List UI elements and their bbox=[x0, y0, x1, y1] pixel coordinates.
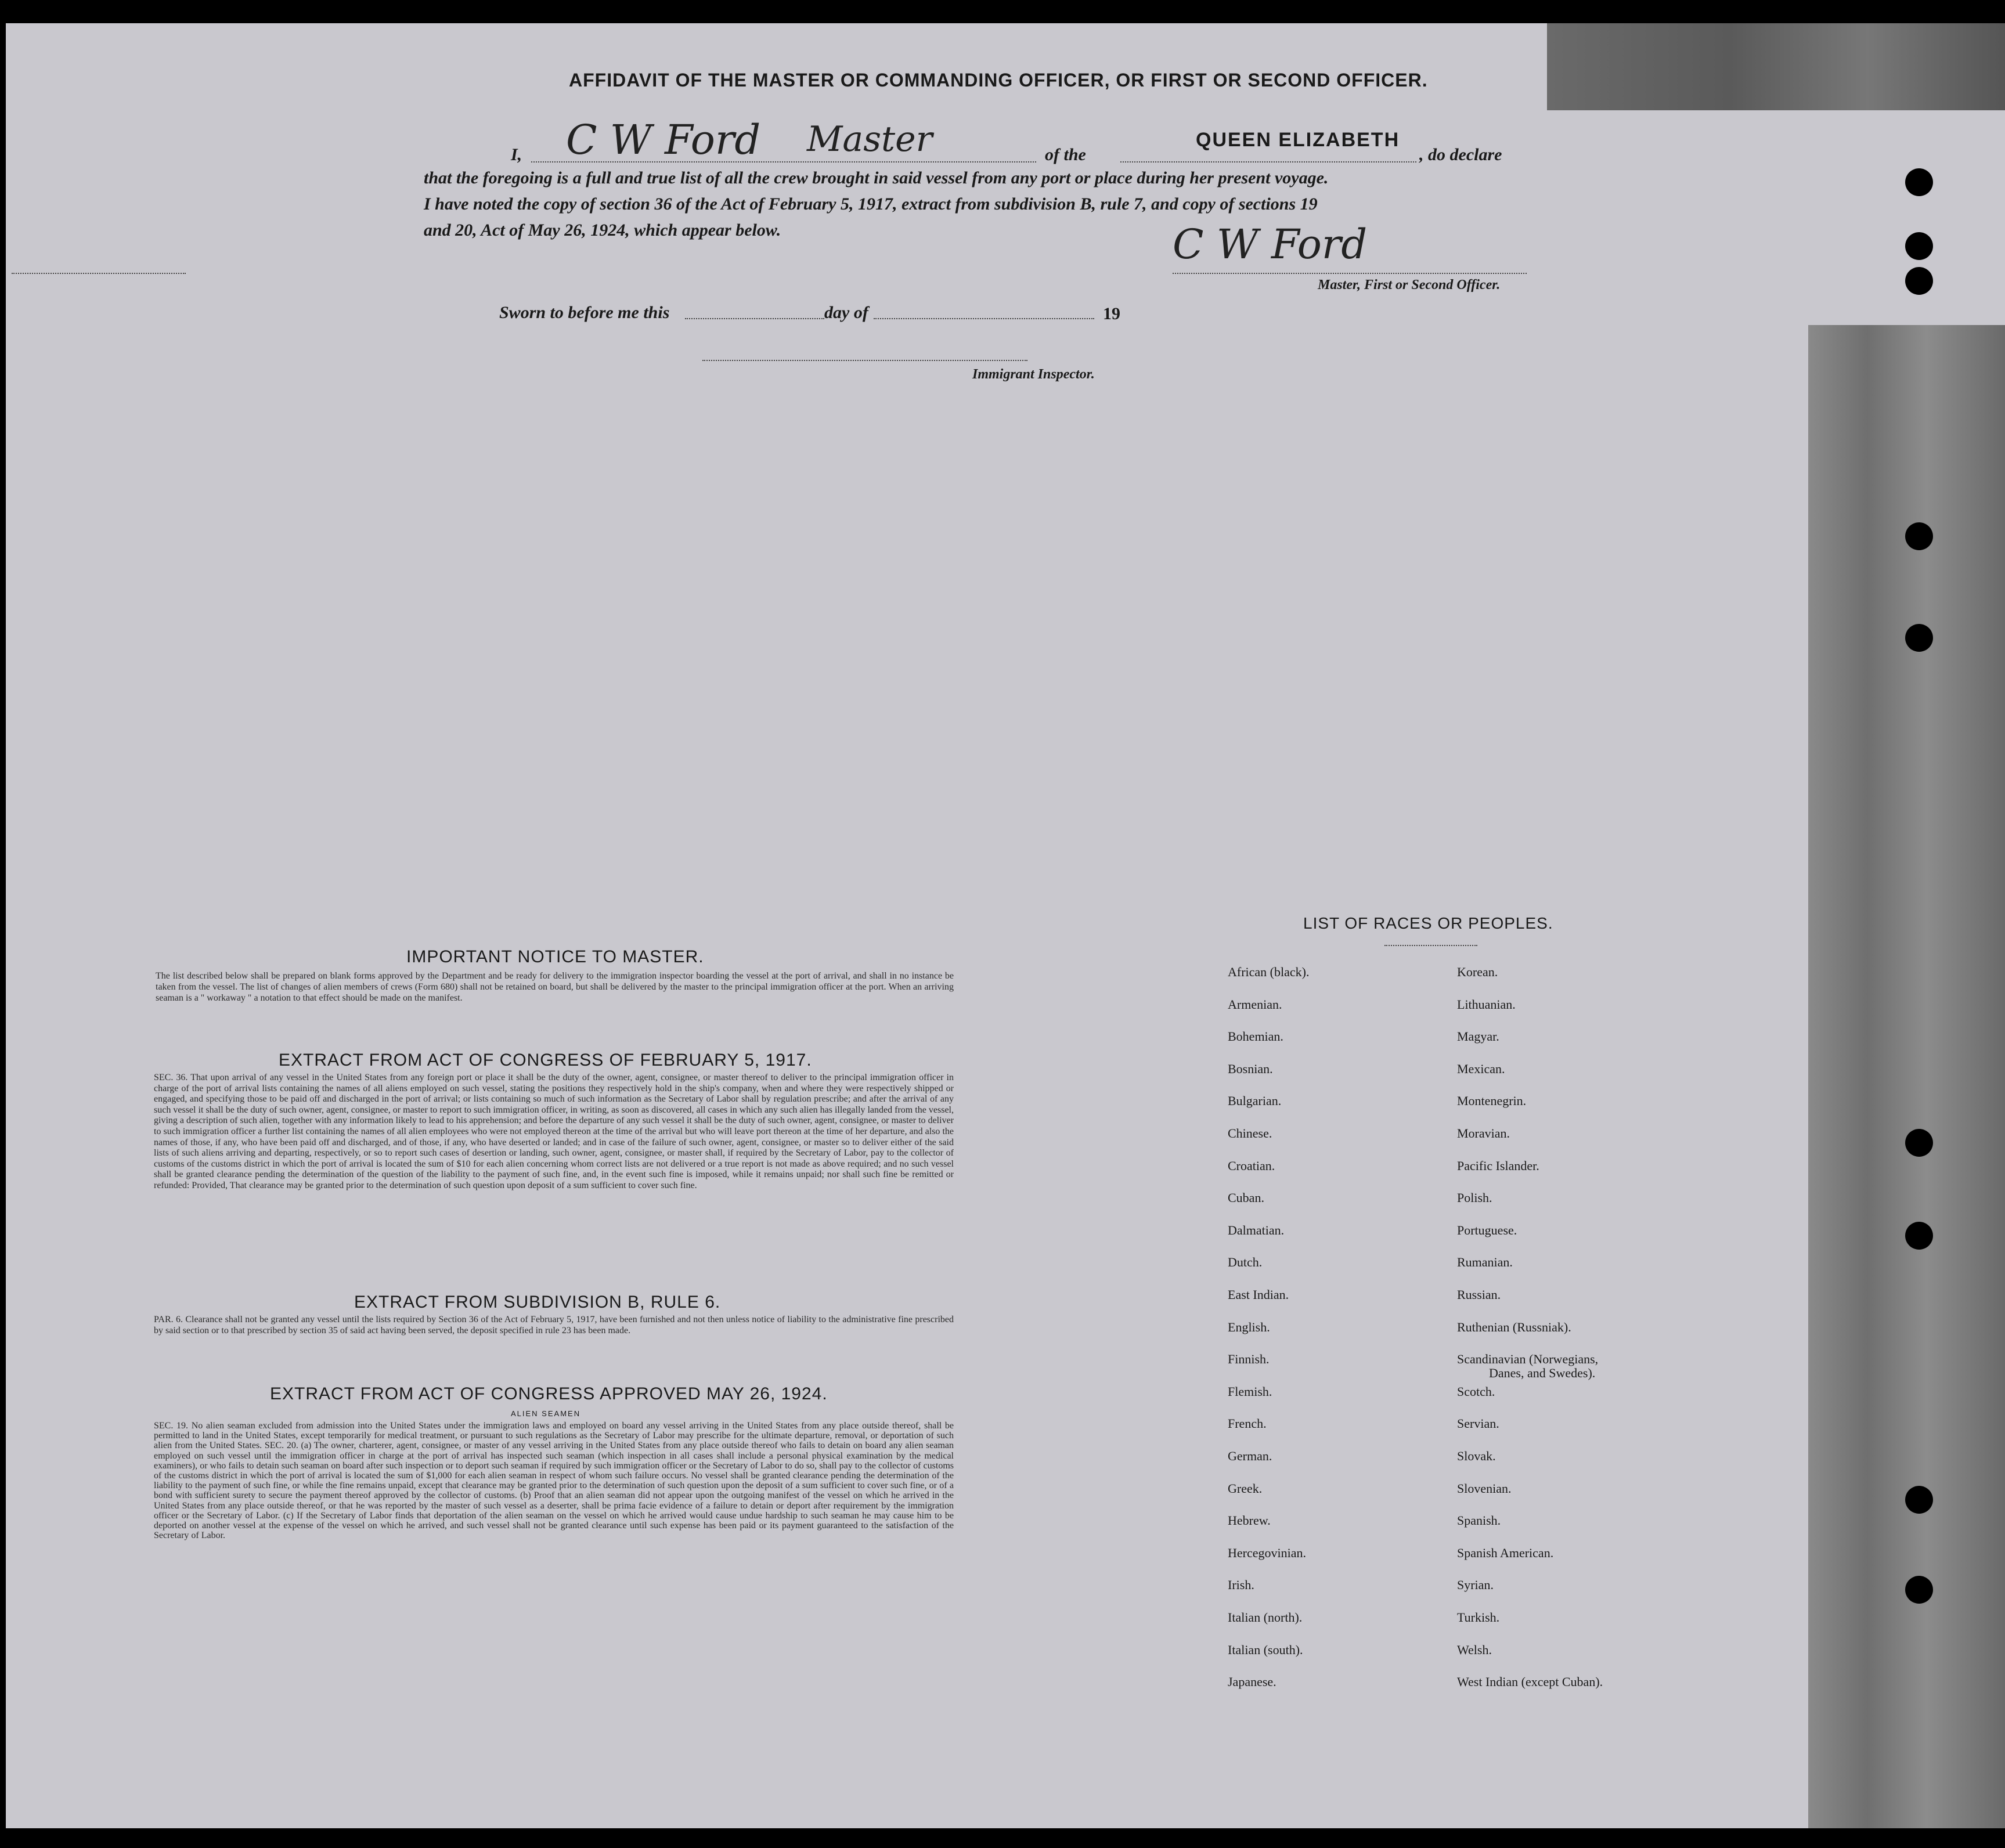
notice-title: IMPORTANT NOTICE TO MASTER. bbox=[406, 947, 704, 966]
race-item: Bulgarian. bbox=[1228, 1093, 1282, 1108]
race-item: Pacific Islander. bbox=[1457, 1158, 1539, 1173]
race-item: Servian. bbox=[1457, 1416, 1499, 1431]
races-title-underline bbox=[1384, 945, 1477, 946]
race-item: German. bbox=[1228, 1449, 1272, 1463]
of-the-label: of the bbox=[1045, 145, 1086, 164]
race-item: Rumanian. bbox=[1457, 1255, 1513, 1269]
race-item: Cuban. bbox=[1228, 1190, 1264, 1205]
inspector-caption: Immigrant Inspector. bbox=[972, 367, 1095, 382]
race-item: Bohemian. bbox=[1228, 1029, 1283, 1044]
extract-1917-text: SEC. 36. That upon arrival of any vessel in the United States from any foreign port or place it shall be the duty of the owner, agent, consignee, or master thereof to deliver to the principal immigration officer in charge of the port of arrival lists containing the names of all aliens employed on such vessel, stating the positions they respectively hold in the ship's company, when and where they were respectively shipped or engaged, and specifying those to be paid off and discharged in the port of arrival; or lists containing so much of such information as the Secretary of Labor shall by regulation prescribe; and after the arrival of any such vessel it shall be the duty of such owner, agent, consignee, or master to report to such immigration officer, in writing, as soon as discovered, all cases in which any such alien has illegally landed from the vessel, giving a description of such alien, together with any information likely to lead to his apprehension; and before the departure of any such vessel it shall be the duty of such owner, agent, consignee, or master to deliver to such immigration officer a further list containing the names of all alien employees who were not employed thereon at the time of the arrival but who will leave port thereon at the time of her departure, and also the names of those, if any, who have been paid off and discharged, and of those, if any, who have deserted or landed; and in case of the failure of such owner, agent, consignee, or master so to deliver either of the said lists of such aliens arriving and departing, respectively, or so to report such cases of desertion or landing, such owner, agent, consignee, or master shall, if required by the Secretary of Labor, pay to the collector of customs of the customs district in which the port of arrival is located the sum of $10 for each alien concerning whom correct lists are not delivered or a true report is not made as above required; and no such vessel shall be granted clearance pending the determination of the question of the liability to the payment of such fine, and, in the event such fine is imposed, while it remains unpaid; nor shall such fine be remitted or refunded: Provided, That clearance may be granted prior to the determination of such question upon deposit of a sum sufficient to cover such fine. bbox=[154, 1073, 954, 1190]
signature-caption: Master, First or Second Officer. bbox=[1318, 277, 1501, 293]
handwritten-name: C W Ford bbox=[566, 116, 761, 164]
punch-hole bbox=[1905, 624, 1933, 652]
race-item: Greek. bbox=[1228, 1481, 1263, 1496]
race-item: Mexican. bbox=[1457, 1062, 1505, 1076]
race-item: Dalmatian. bbox=[1228, 1223, 1285, 1237]
notice-text: The list described below shall be prepared on blank forms approved by the Department and be ready for delivery to the immigration inspector boarding the vessel at the port of arrival, and shall in no instance be taken from the vessel. The list of changes of alien members of crews (Form 680) shall not be retained on board, but shall be delivered by the master to the principal immigration officer at the port. When an arriving seaman is a " workaway " a notation to that effect should be made on the manifest. bbox=[156, 971, 954, 1003]
alien-seamen-label: ALIEN SEAMEN bbox=[511, 1409, 581, 1418]
inspector-blank bbox=[702, 360, 1027, 361]
race-item: Scandinavian (Norwegians, bbox=[1457, 1352, 1599, 1366]
subdivision-b-title: EXTRACT FROM SUBDIVISION B, RULE 6. bbox=[354, 1293, 721, 1312]
sworn-day-blank bbox=[685, 318, 824, 319]
sworn-month-blank bbox=[874, 318, 1094, 319]
signature: C W Ford bbox=[1173, 221, 1368, 268]
race-item: Chinese. bbox=[1228, 1126, 1272, 1140]
race-item: Korean. bbox=[1457, 965, 1498, 979]
race-item: Danes, and Swedes). bbox=[1489, 1366, 1596, 1380]
left-rule bbox=[12, 273, 186, 274]
do-declare-label: , do declare bbox=[1419, 145, 1502, 164]
race-item: Turkish. bbox=[1457, 1610, 1500, 1625]
race-item: African (black). bbox=[1228, 965, 1310, 979]
scan-edge-top-right bbox=[1547, 23, 2005, 110]
affidavit-line3: I have noted the copy of section 36 of the Act of February 5, 1917, extract from subdivision B, rule 7, and copy of sections 19 bbox=[424, 194, 1318, 214]
races-title: LIST OF RACES OR PEOPLES. bbox=[1303, 914, 1553, 932]
race-item: Slovenian. bbox=[1457, 1481, 1512, 1496]
race-item: Spanish American. bbox=[1457, 1546, 1554, 1560]
race-item: Scotch. bbox=[1457, 1384, 1495, 1399]
affidavit-i: I, bbox=[511, 145, 522, 164]
race-item: Moravian. bbox=[1457, 1126, 1510, 1140]
day-of-label: day of bbox=[824, 303, 868, 322]
race-item: Lithuanian. bbox=[1457, 997, 1516, 1012]
race-item: Syrian. bbox=[1457, 1578, 1494, 1592]
affidavit-line4: and 20, Act of May 26, 1924, which appear below. bbox=[424, 221, 781, 240]
race-item: Slovak. bbox=[1457, 1449, 1496, 1463]
race-item: Finnish. bbox=[1228, 1352, 1270, 1366]
affidavit-title: AFFIDAVIT OF THE MASTER OR COMMANDING OFFICER, OR FIRST OR SECOND OFFICER. bbox=[569, 70, 1428, 91]
ship-blank bbox=[1120, 161, 1416, 163]
page-right-margin bbox=[1741, 110, 2005, 325]
race-item: Croatian. bbox=[1228, 1158, 1275, 1173]
subdivision-b-text: PAR. 6. Clearance shall not be granted any vessel until the lists required by Section 36 of the Act of February 5, 1917, have been furnished and not then unless notice of liability to the administrative fine prescribed by said section or to that prescribed by section 35 of said act having been served, the deposit specified in rule 23 has been made. bbox=[154, 1315, 954, 1336]
race-item: Russian. bbox=[1457, 1287, 1501, 1302]
punch-hole bbox=[1905, 1576, 1933, 1604]
race-item: Hercegovinian. bbox=[1228, 1546, 1306, 1560]
race-item: Italian (north). bbox=[1228, 1610, 1303, 1625]
race-item: French. bbox=[1228, 1416, 1267, 1431]
race-item: Flemish. bbox=[1228, 1384, 1272, 1399]
punch-hole bbox=[1905, 522, 1933, 550]
race-item: Japanese. bbox=[1228, 1674, 1276, 1689]
ship-name: QUEEN ELIZABETH bbox=[1196, 129, 1400, 151]
race-item: Italian (south). bbox=[1228, 1643, 1303, 1657]
punch-hole bbox=[1905, 232, 1933, 260]
sworn-year: 19 bbox=[1103, 304, 1120, 323]
document-page bbox=[6, 23, 1858, 1828]
handwritten-title: Master bbox=[807, 119, 933, 160]
affidavit-line2: that the foregoing is a full and true list of all the crew brought in said vessel from any port or place during her present voyage. bbox=[424, 168, 1329, 187]
race-item: Ruthenian (Russniak). bbox=[1457, 1320, 1571, 1334]
punch-hole bbox=[1905, 168, 1933, 196]
punch-hole bbox=[1905, 1222, 1933, 1250]
race-item: East Indian. bbox=[1228, 1287, 1289, 1302]
race-item: Armenian. bbox=[1228, 997, 1282, 1012]
punch-hole bbox=[1905, 267, 1933, 295]
race-item: Bosnian. bbox=[1228, 1062, 1273, 1076]
race-item: Montenegrin. bbox=[1457, 1093, 1527, 1108]
race-item: Hebrew. bbox=[1228, 1513, 1271, 1528]
scan-edge-right bbox=[1808, 325, 2005, 1828]
extract-1924-text: SEC. 19. No alien seaman excluded from admission into the United States under the immigration laws and employed on board any vessel arriving in the United States from any place outside thereof, shall be permitted to land in the United States, except temporarily for medical treatment, or pursuant to such regulations as the Secretary of Labor may prescribe for the ultimate departure, removal, or deportation of such alien from the United States. SEC. 20. (a) The owner, charterer, agent, consignee, or master of any vessel arriving in the United States from any place outside thereof who fails to detain on board any alien seaman employed on such vessel until the immigration officer in charge at the port of arrival has inspected such seaman (which inspection in all cases shall include a personal physical examination by the medical examiners), or who fails to detain such seaman on board after such inspection or to deport such seaman if required by such immigration officer or the Secretary of Labor to do so, shall pay to the collector of customs of the customs district in which the port of arrival is located the sum of $1,000 for each alien seaman in respect of whom such failure occurs. No vessel shall be granted clearance pending the determination of the liability to the payment of such fine, or while the fine remains unpaid, except that clearance may be granted prior to the determination of such question upon the deposit of a sum sufficient to cover such fine, or of a bond with sufficient surety to secure the payment thereof approved by the collector of customs. (b) Proof that an alien seaman did not appear upon the outgoing manifest of the vessel on which he arrived in the United States from any place outside thereof, or that he was reported by the master of such vessel as a deserter, shall be prima facie evidence of a failure to detain or deport after requirement by the immigration officer or the Secretary of Labor. (c) If the Secretary of Labor finds that deportation of the alien seaman on the vessel on which he arrived would cause undue hardship to such seaman he may cause him to be deported on another vessel at the expense of the vessel on which he arrived, and such vessel shall not be granted clearance until such expense has been paid or its payment guaranteed to the satisfaction of the Secretary of Labor. bbox=[154, 1421, 954, 1541]
signature-blank bbox=[1173, 273, 1527, 274]
race-item: West Indian (except Cuban). bbox=[1457, 1674, 1603, 1689]
punch-hole bbox=[1905, 1486, 1933, 1514]
extract-1924-title: EXTRACT FROM ACT OF CONGRESS APPROVED MAY 26, 1924. bbox=[270, 1384, 828, 1403]
race-item: Spanish. bbox=[1457, 1513, 1501, 1528]
race-item: Portuguese. bbox=[1457, 1223, 1517, 1237]
extract-1917-title: EXTRACT FROM ACT OF CONGRESS OF FEBRUARY 5, 1917. bbox=[279, 1051, 812, 1070]
race-item: Welsh. bbox=[1457, 1643, 1492, 1657]
punch-hole bbox=[1905, 1129, 1933, 1157]
race-item: Polish. bbox=[1457, 1190, 1492, 1205]
race-item: Dutch. bbox=[1228, 1255, 1263, 1269]
race-item: Magyar. bbox=[1457, 1029, 1499, 1044]
sworn-label: Sworn to before me this bbox=[499, 303, 670, 322]
race-item: English. bbox=[1228, 1320, 1270, 1334]
race-item: Irish. bbox=[1228, 1578, 1254, 1592]
